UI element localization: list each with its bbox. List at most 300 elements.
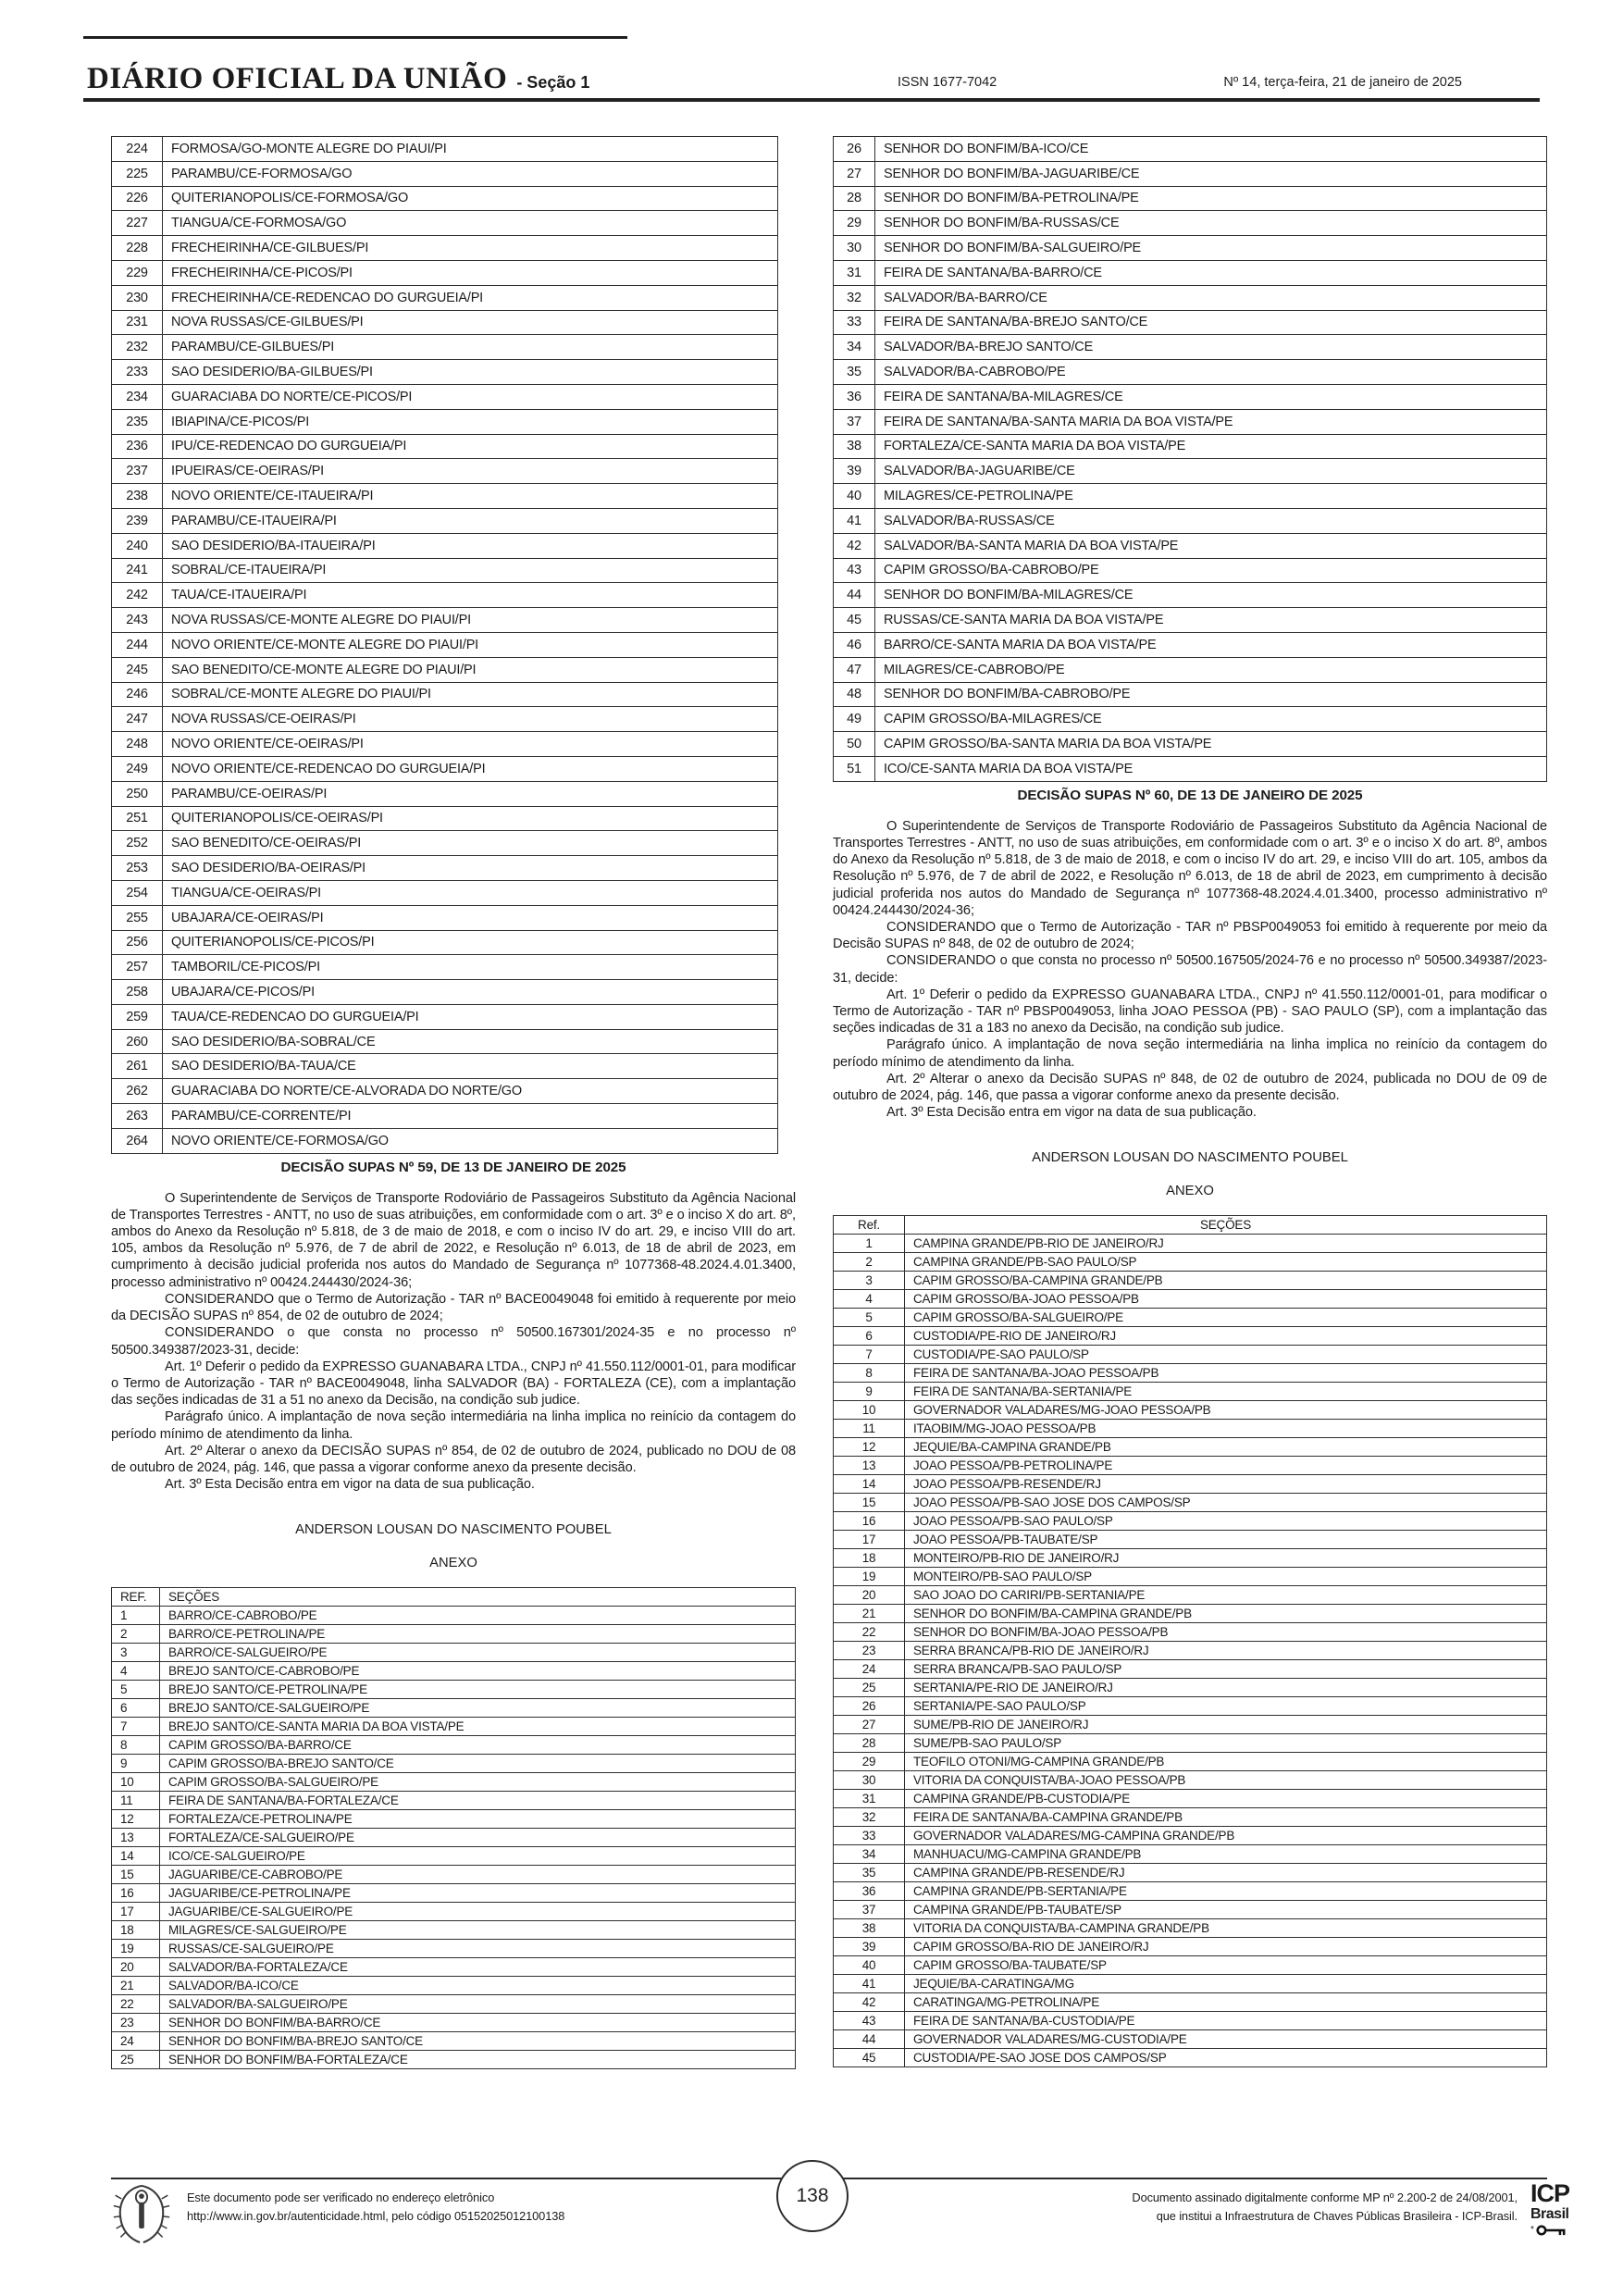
row-ref: 39 <box>834 459 875 484</box>
table-row <box>834 1790 1547 1808</box>
row-ref: 230 <box>112 285 163 310</box>
row-ref: 1 <box>112 1607 160 1625</box>
row-ref: 3 <box>834 1272 905 1290</box>
row-ref: 254 <box>112 880 163 905</box>
row-sections: SAO JOAO DO CARIRI/PB-SERTANIA/PE <box>905 1586 1547 1605</box>
row-ref: 253 <box>112 856 163 881</box>
table-row <box>112 1699 796 1718</box>
row-sections: ICO/CE-SALGUEIRO/PE <box>160 1847 796 1866</box>
row-sections: SENHOR DO BONFIM/BA-RUSSAS/CE <box>875 211 1547 236</box>
row-ref: 17 <box>834 1531 905 1549</box>
row-sections: QUITERIANOPOLIS/CE-PICOS/PI <box>163 930 778 955</box>
row-sections: SERRA BRANCA/PB-RIO DE JANEIRO/RJ <box>905 1642 1547 1660</box>
row-ref: 259 <box>112 1004 163 1029</box>
icp-brasil-logo <box>1530 2181 1569 2237</box>
row-sections: FEIRA DE SANTANA/BA-SERTANIA/PE <box>905 1383 1547 1401</box>
verification-text <box>187 2189 564 2225</box>
table-row <box>112 137 778 162</box>
row-sections: GOVERNADOR VALADARES/MG-JOAO PESSOA/PB <box>905 1401 1547 1420</box>
row-sections: GUARACIABA DO NORTE/CE-PICOS/PI <box>163 384 778 409</box>
table-row <box>834 1679 1547 1697</box>
table-row <box>834 682 1547 707</box>
row-sections: FEIRA DE SANTANA/BA-BREJO SANTO/CE <box>875 310 1547 335</box>
row-ref: 241 <box>112 558 163 583</box>
row-ref: 252 <box>112 831 163 856</box>
row-sections: CAPIM GROSSO/BA-CAMPINA GRANDE/PB <box>905 1272 1547 1290</box>
row-sections: CAPIM GROSSO/BA-SALGUEIRO/PE <box>905 1309 1547 1327</box>
row-ref: 32 <box>834 1808 905 1827</box>
masthead <box>83 39 1540 102</box>
table-row <box>112 1921 796 1940</box>
table-row <box>834 434 1547 459</box>
table-row <box>834 608 1547 633</box>
row-ref: 40 <box>834 484 875 509</box>
row-sections: JAGUARIBE/CE-CABROBO/PE <box>160 1866 796 1884</box>
asterisk-glyph: * <box>1530 2225 1534 2235</box>
row-ref: 25 <box>834 1679 905 1697</box>
row-ref: 6 <box>112 1699 160 1718</box>
table-row <box>112 1773 796 1792</box>
table-row <box>834 260 1547 285</box>
table-row <box>112 1029 778 1054</box>
row-ref: 18 <box>834 1549 905 1568</box>
table-row <box>834 1549 1547 1568</box>
row-sections: ICO/CE-SANTA MARIA DA BOA VISTA/PE <box>875 756 1547 781</box>
table-row <box>112 285 778 310</box>
table-row <box>834 211 1547 236</box>
row-ref: 48 <box>834 682 875 707</box>
row-sections: CAMPINA GRANDE/PB-RIO DE JANEIRO/RJ <box>905 1235 1547 1253</box>
table-row <box>112 459 778 484</box>
table-row <box>112 905 778 930</box>
row-sections: CUSTODIA/PE-SAO PAULO/SP <box>905 1346 1547 1364</box>
row-sections: MANHUACU/MG-CAMPINA GRANDE/PB <box>905 1845 1547 1864</box>
decision-paragraph: Art. 2º Alterar o anexo da Decisão SUPAS nº 848, de 02 de outubro de 2024, publicada no DOU de 09 de outubro de 2024, pág. 146, que passa a vigorar conforme anexo da presente decisão. <box>833 1071 1547 1103</box>
table-row <box>112 657 778 682</box>
key-icon <box>1536 2224 1567 2237</box>
row-ref: 19 <box>834 1568 905 1586</box>
table-row <box>112 1054 778 1079</box>
row-ref: 9 <box>112 1755 160 1773</box>
table-row <box>112 1644 796 1662</box>
row-ref: 30 <box>834 236 875 261</box>
table-row <box>834 1808 1547 1827</box>
annex-header-sections: SEÇÕES <box>160 1588 796 1607</box>
row-ref: 263 <box>112 1104 163 1129</box>
row-ref: 4 <box>834 1290 905 1309</box>
decision-paragraph: O Superintendente de Serviços de Transporte Rodoviário de Passageiros Substituto da Agência Nacional de Transportes Terrestres - ANTT, no uso de suas atribuições, em conformidade com o art. 3º e o inciso X do art. 8º, ambos do Anexo da Resolução nº 5.818, de 3 de maio de 2018, e com o inciso IV do art. 29, e inciso VIII do art. 105, ambos da Resolução nº 5.976, de 7 de abril de 2022, e Resolução nº 6.013, de 18 de abril de 2023, em cumprimento à decisão judicial proferida nos autos do Mandado de Segurança nº 1077368-48.2024.4.01.3400, processo administrativo nº 00424.244430/2024-36; <box>111 1190 796 1290</box>
table-row <box>112 756 778 781</box>
row-sections: FORTALEZA/CE-SALGUEIRO/PE <box>160 1829 796 1847</box>
row-sections: BARRO/CE-PETROLINA/PE <box>160 1625 796 1644</box>
table-row <box>112 806 778 831</box>
table-row <box>112 558 778 583</box>
row-sections: NOVO ORIENTE/CE-ITAUEIRA/PI <box>163 484 778 509</box>
row-sections: FEIRA DE SANTANA/BA-JOAO PESSOA/PB <box>905 1364 1547 1383</box>
table-row <box>834 1938 1547 1956</box>
row-sections: CAPIM GROSSO/BA-RIO DE JANEIRO/RJ <box>905 1938 1547 1956</box>
row-sections: SENHOR DO BONFIM/BA-SALGUEIRO/PE <box>875 236 1547 261</box>
routes-table-right <box>833 136 1547 782</box>
row-sections: FRECHEIRINHA/CE-GILBUES/PI <box>163 236 778 261</box>
row-ref: 4 <box>112 1662 160 1681</box>
decision59-body <box>111 1190 796 1494</box>
row-sections: SUME/PB-RIO DE JANEIRO/RJ <box>905 1716 1547 1734</box>
row-ref: 19 <box>112 1940 160 1958</box>
row-ref: 34 <box>834 335 875 360</box>
row-sections: PARAMBU/CE-ITAUEIRA/PI <box>163 508 778 533</box>
row-sections: FORTALEZA/CE-PETROLINA/PE <box>160 1810 796 1829</box>
table-row <box>112 161 778 186</box>
table-row <box>834 1327 1547 1346</box>
table-row <box>112 508 778 533</box>
left-column <box>111 136 796 2069</box>
row-sections: SAO BENEDITO/CE-MONTE ALEGRE DO PIAUI/PI <box>163 657 778 682</box>
table-row <box>834 1586 1547 1605</box>
row-ref: 23 <box>834 1642 905 1660</box>
row-ref: 35 <box>834 1864 905 1882</box>
table-row <box>112 1847 796 1866</box>
row-sections: SUME/PB-SAO PAULO/SP <box>905 1734 1547 1753</box>
row-sections: JAGUARIBE/CE-PETROLINA/PE <box>160 1884 796 1903</box>
row-ref: 228 <box>112 236 163 261</box>
row-sections: SAO DESIDERIO/BA-OEIRAS/PI <box>163 856 778 881</box>
row-ref: 11 <box>112 1792 160 1810</box>
row-ref: 235 <box>112 409 163 434</box>
row-ref: 14 <box>834 1475 905 1494</box>
row-sections: SENHOR DO BONFIM/BA-BARRO/CE <box>160 2014 796 2032</box>
row-ref: 5 <box>834 1309 905 1327</box>
decision59-annex-label: ANEXO <box>429 1556 477 1571</box>
table-row <box>834 1605 1547 1623</box>
row-sections: SALVADOR/BA-ICO/CE <box>160 1977 796 1995</box>
row-sections: SAO BENEDITO/CE-OEIRAS/PI <box>163 831 778 856</box>
row-ref: 224 <box>112 137 163 162</box>
row-ref: 242 <box>112 583 163 608</box>
row-ref: 45 <box>834 2049 905 2067</box>
row-sections: JAGUARIBE/CE-SALGUEIRO/PE <box>160 1903 796 1921</box>
annex-header-row <box>112 1588 796 1607</box>
table-row <box>112 880 778 905</box>
row-sections: UBAJARA/CE-PICOS/PI <box>163 980 778 1005</box>
row-sections: IBIAPINA/CE-PICOS/PI <box>163 409 778 434</box>
table-row <box>112 1681 796 1699</box>
row-ref: 15 <box>112 1866 160 1884</box>
row-sections: IPUEIRAS/CE-OEIRAS/PI <box>163 459 778 484</box>
table-row <box>834 1864 1547 1882</box>
row-sections: SENHOR DO BONFIM/BA-JOAO PESSOA/PB <box>905 1623 1547 1642</box>
verification-line2: http://www.in.gov.br/autenticidade.html, pelo código 05152025012100138 <box>187 2208 565 2223</box>
row-ref: 243 <box>112 608 163 633</box>
decision-paragraph: CONSIDERANDO que o Termo de Autorização - TAR nº PBSP0049053 foi emitido à requerente por meio da Decisão SUPAS nº 848, de 02 de outubro de 2024; <box>833 919 1547 952</box>
row-sections: MILAGRES/CE-CABROBO/PE <box>875 657 1547 682</box>
row-sections: FEIRA DE SANTANA/BA-MILAGRES/CE <box>875 384 1547 409</box>
footer-signature-info <box>1132 2181 1569 2237</box>
row-ref: 3 <box>112 1644 160 1662</box>
masthead-title-block <box>87 62 589 96</box>
row-ref: 45 <box>834 608 875 633</box>
table-row <box>112 781 778 806</box>
row-sections: JOAO PESSOA/PB-TAUBATE/SP <box>905 1531 1547 1549</box>
annex-header-row <box>834 1216 1547 1235</box>
row-ref: 225 <box>112 161 163 186</box>
table-row <box>834 632 1547 657</box>
row-ref: 264 <box>112 1128 163 1153</box>
row-sections: JOAO PESSOA/PB-SAO JOSE DOS CAMPOS/SP <box>905 1494 1547 1512</box>
table-row <box>834 2049 1547 2067</box>
row-sections: SENHOR DO BONFIM/BA-PETROLINA/PE <box>875 186 1547 211</box>
row-ref: 42 <box>834 1993 905 2012</box>
row-sections: SERTANIA/PE-SAO PAULO/SP <box>905 1697 1547 1716</box>
row-ref: 248 <box>112 732 163 757</box>
decision-paragraph: CONSIDERANDO o que consta no processo nº 50500.167505/2024-76 e no processo nº 50500.349387/2023-31, decide: <box>833 953 1547 986</box>
table-row <box>834 459 1547 484</box>
row-ref: 236 <box>112 434 163 459</box>
row-sections: BREJO SANTO/CE-PETROLINA/PE <box>160 1681 796 1699</box>
row-sections: CAMPINA GRANDE/PB-CUSTODIA/PE <box>905 1790 1547 1808</box>
row-ref: 24 <box>112 2032 160 2051</box>
row-sections: SALVADOR/BA-RUSSAS/CE <box>875 508 1547 533</box>
row-ref: 23 <box>112 2014 160 2032</box>
row-ref: 246 <box>112 682 163 707</box>
row-sections: JOAO PESSOA/PB-RESENDE/RJ <box>905 1475 1547 1494</box>
row-ref: 255 <box>112 905 163 930</box>
row-sections: JOAO PESSOA/PB-SAO PAULO/SP <box>905 1512 1547 1531</box>
row-ref: 244 <box>112 632 163 657</box>
row-sections: CAMPINA GRANDE/PB-SAO PAULO/SP <box>905 1253 1547 1272</box>
table-row <box>112 732 778 757</box>
decision59-title: DECISÃO SUPAS Nº 59, DE 13 DE JANEIRO DE 2025 <box>280 1159 626 1175</box>
decision-paragraph: CONSIDERANDO que o Termo de Autorização - TAR nº BACE0049048 foi emitido à requerente por meio da DECISÃO SUPAS nº 854, de 02 de outubro de 2024; <box>111 1291 796 1324</box>
table-row <box>112 1903 796 1921</box>
row-sections: VITORIA DA CONQUISTA/BA-JOAO PESSOA/PB <box>905 1771 1547 1790</box>
row-sections: PARAMBU/CE-CORRENTE/PI <box>163 1104 778 1129</box>
content-columns <box>111 136 1547 2069</box>
row-sections: CAPIM GROSSO/BA-MILAGRES/CE <box>875 707 1547 732</box>
row-sections: FEIRA DE SANTANA/BA-FORTALEZA/CE <box>160 1792 796 1810</box>
row-sections: TIANGUA/CE-OEIRAS/PI <box>163 880 778 905</box>
table-row <box>112 2051 796 2069</box>
row-sections: BARRO/CE-CABROBO/PE <box>160 1607 796 1625</box>
table-row <box>834 137 1547 162</box>
signature-line2: que institui a Infraestrutura de Chaves Públicas Brasileira - ICP-Brasil. <box>1156 2208 1518 2223</box>
table-row <box>834 1716 1547 1734</box>
table-row <box>112 1128 778 1153</box>
table-row <box>112 856 778 881</box>
row-ref: 33 <box>834 310 875 335</box>
table-row <box>112 1718 796 1736</box>
table-row <box>112 236 778 261</box>
decision60-title: DECISÃO SUPAS Nº 60, DE 13 DE JANEIRO DE 2025 <box>1017 787 1363 803</box>
row-ref: 226 <box>112 186 163 211</box>
table-row <box>834 236 1547 261</box>
row-ref: 247 <box>112 707 163 732</box>
row-ref: 7 <box>112 1718 160 1736</box>
row-ref: 249 <box>112 756 163 781</box>
row-ref: 6 <box>834 1327 905 1346</box>
row-ref: 37 <box>834 1901 905 1919</box>
row-sections: GOVERNADOR VALADARES/MG-CAMPINA GRANDE/PB <box>905 1827 1547 1845</box>
row-ref: 239 <box>112 508 163 533</box>
table-row <box>834 1568 1547 1586</box>
row-sections: SENHOR DO BONFIM/BA-CAMPINA GRANDE/PB <box>905 1605 1547 1623</box>
table-row <box>112 1736 796 1755</box>
page-number-badge: 138 <box>776 2160 849 2232</box>
row-sections: BARRO/CE-SANTA MARIA DA BOA VISTA/PE <box>875 632 1547 657</box>
row-ref: 16 <box>112 1884 160 1903</box>
row-ref: 15 <box>834 1494 905 1512</box>
row-sections: FRECHEIRINHA/CE-REDENCAO DO GURGUEIA/PI <box>163 285 778 310</box>
row-ref: 49 <box>834 707 875 732</box>
row-ref: 24 <box>834 1660 905 1679</box>
table-row <box>834 1309 1547 1327</box>
table-row <box>112 335 778 360</box>
row-sections: CAPIM GROSSO/BA-TAUBATE/SP <box>905 1956 1547 1975</box>
row-ref: 12 <box>112 1810 160 1829</box>
right-column <box>833 136 1547 2067</box>
table-row <box>112 930 778 955</box>
row-sections: GOVERNADOR VALADARES/MG-CUSTODIA/PE <box>905 2030 1547 2049</box>
row-sections: UBAJARA/CE-OEIRAS/PI <box>163 905 778 930</box>
row-sections: SERTANIA/PE-RIO DE JANEIRO/RJ <box>905 1679 1547 1697</box>
row-sections: SENHOR DO BONFIM/BA-CABROBO/PE <box>875 682 1547 707</box>
table-row <box>834 1771 1547 1790</box>
icp-key-row <box>1530 2224 1567 2237</box>
table-row <box>112 1829 796 1847</box>
table-row <box>834 1272 1547 1290</box>
row-sections: QUITERIANOPOLIS/CE-OEIRAS/PI <box>163 806 778 831</box>
row-sections: FORMOSA/GO-MONTE ALEGRE DO PIAUI/PI <box>163 137 778 162</box>
row-sections: SALVADOR/BA-BREJO SANTO/CE <box>875 335 1547 360</box>
row-ref: 238 <box>112 484 163 509</box>
row-ref: 34 <box>834 1845 905 1864</box>
table-row <box>112 260 778 285</box>
row-ref: 13 <box>834 1457 905 1475</box>
table-row <box>834 508 1547 533</box>
row-sections: NOVA RUSSAS/CE-GILBUES/PI <box>163 310 778 335</box>
table-row <box>834 1919 1547 1938</box>
table-row <box>834 335 1547 360</box>
table-row <box>834 1457 1547 1475</box>
row-ref: 258 <box>112 980 163 1005</box>
row-sections: JEQUIE/BA-CARATINGA/MG <box>905 1975 1547 1993</box>
row-sections: NOVO ORIENTE/CE-REDENCAO DO GURGUEIA/PI <box>163 756 778 781</box>
row-ref: 5 <box>112 1681 160 1699</box>
row-sections: SALVADOR/BA-SANTA MARIA DA BOA VISTA/PE <box>875 533 1547 558</box>
row-ref: 20 <box>834 1586 905 1605</box>
row-ref: 262 <box>112 1079 163 1104</box>
table-row <box>834 484 1547 509</box>
row-ref: 31 <box>834 1790 905 1808</box>
table-row <box>834 1494 1547 1512</box>
row-sections: TAUA/CE-REDENCAO DO GURGUEIA/PI <box>163 1004 778 1029</box>
table-row <box>834 732 1547 757</box>
table-row <box>112 211 778 236</box>
row-sections: SOBRAL/CE-ITAUEIRA/PI <box>163 558 778 583</box>
row-ref: 234 <box>112 384 163 409</box>
decision-paragraph: Art. 1º Deferir o pedido da EXPRESSO GUANABARA LTDA., CNPJ nº 41.550.112/0001-01, para modificar o Termo de Autorização - TAR nº PBSP0049053, linha JOAO PESSOA (PB) - SAO PAULO (SP), com a implantação das seções indicadas de 31 a 183 no anexo da Decisão, na condição sub judice. <box>833 987 1547 1036</box>
page-title: DIÁRIO OFICIAL DA UNIÃO <box>87 62 508 95</box>
row-sections: SAO DESIDERIO/BA-GILBUES/PI <box>163 360 778 385</box>
table-row <box>112 484 778 509</box>
row-sections: FEIRA DE SANTANA/BA-CAMPINA GRANDE/PB <box>905 1808 1547 1827</box>
row-ref: 42 <box>834 533 875 558</box>
row-ref: 261 <box>112 1054 163 1079</box>
row-ref: 46 <box>834 632 875 657</box>
row-ref: 21 <box>112 1977 160 1995</box>
row-ref: 17 <box>112 1903 160 1921</box>
table-row <box>834 1420 1547 1438</box>
table-row <box>834 1623 1547 1642</box>
row-sections: MONTEIRO/PB-RIO DE JANEIRO/RJ <box>905 1549 1547 1568</box>
table-row <box>834 1975 1547 1993</box>
row-ref: 22 <box>112 1995 160 2014</box>
row-ref: 39 <box>834 1938 905 1956</box>
row-sections: BREJO SANTO/CE-SANTA MARIA DA BOA VISTA/PE <box>160 1718 796 1736</box>
table-row <box>112 1004 778 1029</box>
row-sections: FORTALEZA/CE-SANTA MARIA DA BOA VISTA/PE <box>875 434 1547 459</box>
row-sections: SALVADOR/BA-BARRO/CE <box>875 285 1547 310</box>
row-ref: 29 <box>834 1753 905 1771</box>
table-row <box>112 360 778 385</box>
row-sections: SENHOR DO BONFIM/BA-JAGUARIBE/CE <box>875 161 1547 186</box>
row-sections: CAMPINA GRANDE/PB-RESENDE/RJ <box>905 1864 1547 1882</box>
row-ref: 44 <box>834 583 875 608</box>
row-ref: 27 <box>834 161 875 186</box>
table-row <box>112 1940 796 1958</box>
row-ref: 7 <box>834 1346 905 1364</box>
table-row <box>112 2014 796 2032</box>
row-sections: MONTEIRO/PB-SAO PAULO/SP <box>905 1568 1547 1586</box>
table-row <box>112 583 778 608</box>
row-ref: 245 <box>112 657 163 682</box>
row-sections: QUITERIANOPOLIS/CE-FORMOSA/GO <box>163 186 778 211</box>
row-sections: CUSTODIA/PE-RIO DE JANEIRO/RJ <box>905 1327 1547 1346</box>
row-sections: MILAGRES/CE-SALGUEIRO/PE <box>160 1921 796 1940</box>
table-row <box>834 558 1547 583</box>
table-row <box>112 1079 778 1104</box>
table-row <box>834 707 1547 732</box>
annex-header-ref: REF. <box>112 1588 160 1607</box>
row-sections: SALVADOR/BA-FORTALEZA/CE <box>160 1958 796 1977</box>
row-sections: SERRA BRANCA/PB-SAO PAULO/SP <box>905 1660 1547 1679</box>
row-sections: TIANGUA/CE-FORMOSA/GO <box>163 211 778 236</box>
table-row <box>834 1882 1547 1901</box>
row-ref: 16 <box>834 1512 905 1531</box>
row-ref: 8 <box>834 1364 905 1383</box>
table-row <box>834 1475 1547 1494</box>
row-ref: 11 <box>834 1420 905 1438</box>
row-sections: FEIRA DE SANTANA/BA-CUSTODIA/PE <box>905 2012 1547 2030</box>
row-sections: TEOFILO OTONI/MG-CAMPINA GRANDE/PB <box>905 1753 1547 1771</box>
table-row <box>834 310 1547 335</box>
table-row <box>834 161 1547 186</box>
row-sections: TAUA/CE-ITAUEIRA/PI <box>163 583 778 608</box>
row-sections: SAO DESIDERIO/BA-TAUA/CE <box>163 1054 778 1079</box>
row-ref: 43 <box>834 2012 905 2030</box>
row-ref: 240 <box>112 533 163 558</box>
row-sections: SAO DESIDERIO/BA-SOBRAL/CE <box>163 1029 778 1054</box>
decision60-body <box>833 818 1547 1122</box>
table-row <box>112 1755 796 1773</box>
table-row <box>834 384 1547 409</box>
row-sections: NOVO ORIENTE/CE-MONTE ALEGRE DO PIAUI/PI <box>163 632 778 657</box>
row-sections: NOVO ORIENTE/CE-OEIRAS/PI <box>163 732 778 757</box>
table-row <box>834 1290 1547 1309</box>
table-row <box>112 980 778 1005</box>
table-row <box>112 955 778 980</box>
table-row <box>112 682 778 707</box>
